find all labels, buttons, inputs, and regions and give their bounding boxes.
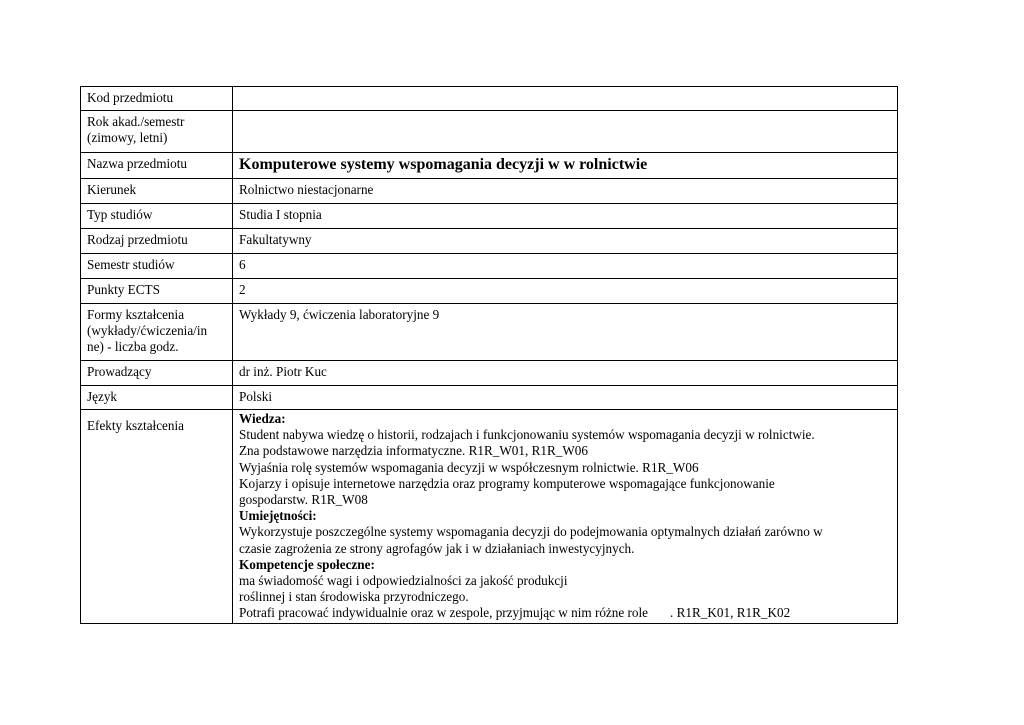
wiedza-line-2: Zna podstawowe narzędzia informatyczne. R1R_W01, R1R_W06 — [239, 443, 588, 459]
label-semestr-studiow: Semestr studiów — [81, 254, 233, 279]
label-jezyk: Język — [81, 386, 233, 410]
umiejetnosci-line-1: Wykorzystuje poszczególne systemy wspomagania decyzji do podejmowania optymalnych działań zarówno w — [239, 524, 823, 540]
value-jezyk: Polski — [233, 386, 898, 410]
label-formy-line3: ne) - liczba godz. — [87, 339, 179, 355]
wiedza-line-1: Student nabywa wiedzę o historii, rodzajach i funkcjonowaniu systemów wspomagania decyzji w rolnictwie. — [239, 427, 815, 443]
row-jezyk — [81, 386, 898, 410]
row-rok-akademicki — [81, 111, 898, 153]
kompetencje-line-3-codes: . R1R_K01, R1R_K02 — [670, 605, 791, 621]
kompetencje-line-2: roślinnej i stan środowiska przyrodniczego. — [239, 589, 469, 605]
label-kierunek: Kierunek — [81, 179, 233, 204]
row-punkty-ects — [81, 279, 898, 304]
wiedza-heading: Wiedza: — [239, 411, 286, 426]
wiedza-line-4: Kojarzy i opisuje internetowe narzędzia oraz programy komputerowe wspomagające funkcjonowanie — [239, 475, 775, 491]
course-syllabus-table — [80, 86, 898, 624]
label-typ-studiow: Typ studiów — [81, 204, 233, 229]
value-nazwa-przedmiotu: Komputerowe systemy wspomagania decyzji w w rolnictwie — [233, 153, 898, 179]
label-formy-line2: (wykłady/ćwiczenia/in — [87, 323, 208, 339]
row-kod-przedmiotu — [81, 87, 898, 111]
value-rok-akademicki — [233, 111, 898, 153]
value-formy-ksztalcenia: Wykłady 9, ćwiczenia laboratoryjne 9 — [233, 304, 898, 361]
label-punkty-ects: Punkty ECTS — [81, 279, 233, 304]
row-formy-ksztalcenia — [81, 304, 898, 361]
row-efekty-ksztalcenia — [81, 410, 898, 624]
label-rok-line1: Rok akad./semestr — [87, 114, 185, 129]
label-formy-line1: Formy kształcenia — [87, 307, 185, 322]
label-rok-line2: (zimowy, letni) — [87, 130, 168, 146]
label-efekty-ksztalcenia: Efekty kształcenia — [81, 410, 233, 624]
wiedza-line-3: Wyjaśnia rolę systemów wspomagania decyzji w współczesnym rolnictwie. R1R_W06 — [239, 459, 699, 475]
label-formy-ksztalcenia — [81, 304, 233, 361]
row-prowadzacy — [81, 361, 898, 386]
kompetencje-line-3-text: Potrafi pracować indywidualnie oraz w zespole, przyjmując w nim różne role — [239, 605, 649, 621]
label-rodzaj-przedmiotu: Rodzaj przedmiotu — [81, 229, 233, 254]
label-nazwa-przedmiotu: Nazwa przedmiotu — [81, 153, 233, 179]
wiedza-line-5: gospodarstw. R1R_W08 — [239, 492, 368, 508]
row-typ-studiow — [81, 204, 898, 229]
value-typ-studiow: Studia I stopnia — [233, 204, 898, 229]
row-rodzaj-przedmiotu — [81, 229, 898, 254]
value-efekty-ksztalcenia — [233, 410, 898, 624]
row-nazwa-przedmiotu — [81, 153, 898, 179]
value-prowadzacy: dr inż. Piotr Kuc — [233, 361, 898, 386]
value-punkty-ects: 2 — [233, 279, 898, 304]
label-rok-akademicki — [81, 111, 233, 153]
umiejetnosci-line-2: czasie zagrożenia ze strony agrofagów jak i w działaniach inwestycyjnych. — [239, 540, 635, 556]
kompetencje-line-1: ma świadomość wagi i odpowiedzialności za jakość produkcji — [239, 573, 568, 589]
umiejetnosci-heading: Umiejętności: — [239, 508, 317, 524]
kompetencje-line-3 — [239, 605, 891, 621]
value-semestr-studiow: 6 — [233, 254, 898, 279]
value-rodzaj-przedmiotu: Fakultatywny — [233, 229, 898, 254]
value-kierunek: Rolnictwo niestacjonarne — [233, 179, 898, 204]
label-kod-przedmiotu: Kod przedmiotu — [81, 87, 233, 111]
label-prowadzacy: Prowadzący — [81, 361, 233, 386]
value-kod-przedmiotu — [233, 87, 898, 111]
kompetencje-heading: Kompetencje społeczne: — [239, 556, 375, 572]
row-kierunek — [81, 179, 898, 204]
row-semestr-studiow — [81, 254, 898, 279]
